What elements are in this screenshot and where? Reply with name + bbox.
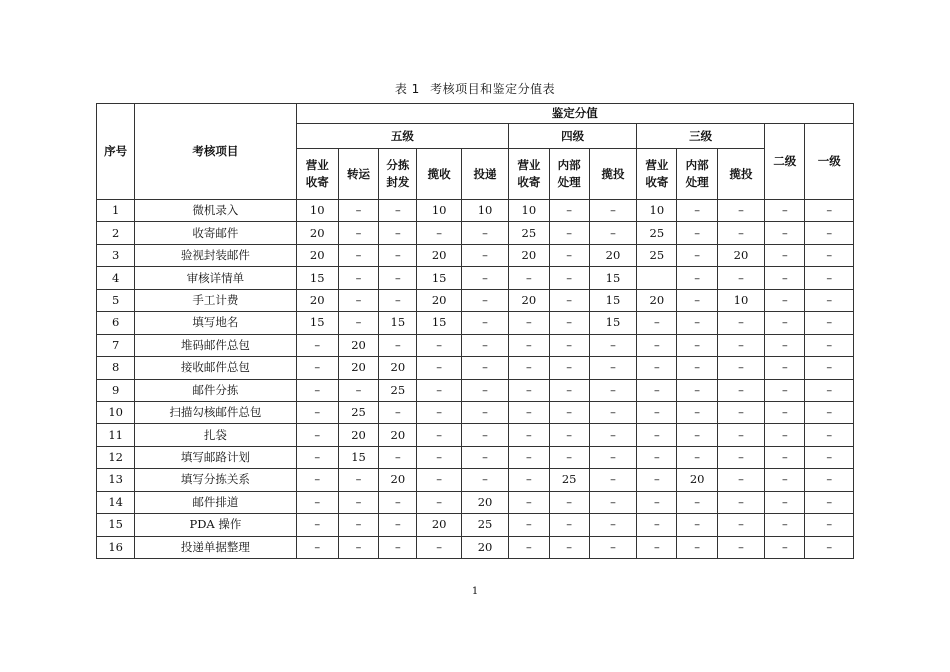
cell-score: – bbox=[765, 424, 805, 446]
cell-score: – bbox=[461, 289, 508, 311]
cell-seq: 7 bbox=[97, 334, 135, 356]
cell-score: 20 bbox=[379, 424, 417, 446]
cell-score: – bbox=[461, 401, 508, 423]
cell-score: – bbox=[677, 424, 717, 446]
subheader-line: 处理 bbox=[557, 175, 581, 189]
cell-score: – bbox=[509, 469, 549, 491]
cell-score bbox=[637, 267, 677, 289]
cell-score: – bbox=[549, 401, 589, 423]
cell-seq: 4 bbox=[97, 267, 135, 289]
table-row bbox=[97, 267, 854, 289]
table-row bbox=[97, 424, 854, 446]
table-row bbox=[97, 244, 854, 266]
cell-score: – bbox=[296, 446, 338, 468]
cell-score: – bbox=[765, 536, 805, 558]
cell-score: 25 bbox=[461, 514, 508, 536]
cell-score: 20 bbox=[379, 469, 417, 491]
cell-score: – bbox=[417, 222, 461, 244]
cell-seq: 14 bbox=[97, 491, 135, 513]
table-row bbox=[97, 200, 854, 222]
cell-score: – bbox=[717, 334, 764, 356]
cell-score: – bbox=[637, 514, 677, 536]
cell-score: – bbox=[509, 491, 549, 513]
cell-score: 10 bbox=[637, 200, 677, 222]
cell-score: – bbox=[509, 446, 549, 468]
cell-score: – bbox=[805, 514, 854, 536]
cell-score: – bbox=[677, 312, 717, 334]
subheader-line: 处理 bbox=[685, 175, 709, 189]
cell-score: – bbox=[461, 469, 508, 491]
cell-score: 15 bbox=[296, 312, 338, 334]
table-row bbox=[97, 222, 854, 244]
header-level5: 五级 bbox=[296, 124, 509, 149]
cell-score: – bbox=[637, 334, 677, 356]
cell-score: – bbox=[296, 514, 338, 536]
cell-score: – bbox=[805, 289, 854, 311]
cell-score: – bbox=[509, 401, 549, 423]
header-score-group: 鉴定分值 bbox=[296, 104, 853, 124]
cell-score: – bbox=[549, 514, 589, 536]
table-row bbox=[97, 536, 854, 558]
header-level1: 一级 bbox=[805, 124, 854, 200]
table-row bbox=[97, 491, 854, 513]
cell-score: – bbox=[589, 222, 636, 244]
cell-item: 投递单据整理 bbox=[135, 536, 296, 558]
score-table bbox=[96, 103, 854, 559]
cell-score: – bbox=[549, 357, 589, 379]
cell-score: – bbox=[589, 424, 636, 446]
cell-score: – bbox=[296, 424, 338, 446]
cell-score: 20 bbox=[338, 357, 378, 379]
cell-score: 25 bbox=[549, 469, 589, 491]
cell-score: – bbox=[296, 491, 338, 513]
subheader-line: 转运 bbox=[347, 166, 371, 181]
cell-score: – bbox=[805, 244, 854, 266]
cell-score: – bbox=[338, 267, 378, 289]
cell-score: – bbox=[717, 491, 764, 513]
subheader-line: 分拣 bbox=[386, 158, 410, 172]
cell-score: – bbox=[461, 244, 508, 266]
subheader-line: 收寄 bbox=[305, 175, 329, 189]
cell-score: 25 bbox=[509, 222, 549, 244]
cell-score: – bbox=[417, 536, 461, 558]
cell-score: – bbox=[417, 357, 461, 379]
cell-score: – bbox=[589, 469, 636, 491]
cell-score: – bbox=[805, 446, 854, 468]
subheader-line: 营业 bbox=[645, 158, 669, 172]
cell-score: – bbox=[549, 491, 589, 513]
cell-score: – bbox=[338, 469, 378, 491]
subheader-line: 营业 bbox=[517, 158, 541, 172]
cell-seq: 12 bbox=[97, 446, 135, 468]
cell-score: – bbox=[805, 312, 854, 334]
cell-score: 20 bbox=[296, 222, 338, 244]
table-row bbox=[97, 469, 854, 491]
cell-score: – bbox=[765, 379, 805, 401]
cell-score: – bbox=[677, 267, 717, 289]
cell-score: 15 bbox=[589, 312, 636, 334]
cell-score: – bbox=[637, 401, 677, 423]
cell-score: – bbox=[637, 379, 677, 401]
cell-score: – bbox=[461, 312, 508, 334]
cell-seq: 16 bbox=[97, 536, 135, 558]
header-level2: 二级 bbox=[765, 124, 805, 200]
cell-score: – bbox=[589, 446, 636, 468]
table-row bbox=[97, 312, 854, 334]
cell-score: – bbox=[338, 289, 378, 311]
subheader-cell bbox=[461, 149, 508, 200]
table-caption-label: 表 1 bbox=[394, 82, 420, 96]
cell-score: 20 bbox=[296, 289, 338, 311]
cell-score: – bbox=[549, 312, 589, 334]
cell-score: – bbox=[296, 357, 338, 379]
cell-score: 20 bbox=[589, 244, 636, 266]
subheader-line: 封发 bbox=[386, 175, 410, 189]
cell-score: 15 bbox=[589, 267, 636, 289]
subheader-line: 内部 bbox=[685, 158, 709, 172]
cell-score: 20 bbox=[509, 244, 549, 266]
cell-score: – bbox=[509, 357, 549, 379]
cell-item: 接收邮件总包 bbox=[135, 357, 296, 379]
cell-score: – bbox=[765, 244, 805, 266]
cell-item: 微机录入 bbox=[135, 200, 296, 222]
cell-score: – bbox=[417, 446, 461, 468]
cell-score: 20 bbox=[417, 514, 461, 536]
cell-score: – bbox=[338, 514, 378, 536]
subheader-cell bbox=[338, 149, 378, 200]
cell-score: 15 bbox=[296, 267, 338, 289]
cell-score: – bbox=[677, 200, 717, 222]
cell-seq: 13 bbox=[97, 469, 135, 491]
cell-score: – bbox=[717, 222, 764, 244]
cell-score: 20 bbox=[417, 244, 461, 266]
cell-score: – bbox=[765, 514, 805, 536]
cell-score: – bbox=[379, 401, 417, 423]
table-row bbox=[97, 379, 854, 401]
cell-score: – bbox=[765, 267, 805, 289]
cell-score: – bbox=[549, 200, 589, 222]
cell-seq: 6 bbox=[97, 312, 135, 334]
cell-score: – bbox=[805, 357, 854, 379]
cell-score: – bbox=[379, 491, 417, 513]
cell-score: – bbox=[717, 357, 764, 379]
subheader-cell bbox=[637, 149, 677, 200]
cell-score: – bbox=[717, 379, 764, 401]
cell-score: – bbox=[379, 222, 417, 244]
cell-score: – bbox=[677, 244, 717, 266]
cell-score: 25 bbox=[637, 222, 677, 244]
cell-seq: 9 bbox=[97, 379, 135, 401]
cell-item: 扎袋 bbox=[135, 424, 296, 446]
table-row bbox=[97, 334, 854, 356]
cell-score: 25 bbox=[379, 379, 417, 401]
cell-score: – bbox=[589, 401, 636, 423]
cell-score: – bbox=[677, 289, 717, 311]
cell-score: – bbox=[717, 312, 764, 334]
cell-seq: 5 bbox=[97, 289, 135, 311]
cell-score: – bbox=[765, 312, 805, 334]
cell-score: – bbox=[509, 312, 549, 334]
cell-item: 邮件排道 bbox=[135, 491, 296, 513]
subheader-cell bbox=[549, 149, 589, 200]
cell-score: – bbox=[765, 200, 805, 222]
cell-score: – bbox=[677, 446, 717, 468]
cell-score: – bbox=[765, 469, 805, 491]
subheader-cell bbox=[379, 149, 417, 200]
cell-score: 25 bbox=[338, 401, 378, 423]
cell-score: – bbox=[805, 222, 854, 244]
cell-score: – bbox=[379, 289, 417, 311]
cell-score: – bbox=[589, 514, 636, 536]
cell-score: – bbox=[549, 267, 589, 289]
cell-score: 20 bbox=[379, 357, 417, 379]
cell-score: – bbox=[677, 491, 717, 513]
cell-score: – bbox=[765, 334, 805, 356]
subheader-cell bbox=[677, 149, 717, 200]
cell-score: – bbox=[379, 536, 417, 558]
cell-score: – bbox=[296, 469, 338, 491]
cell-score: – bbox=[765, 222, 805, 244]
cell-score: – bbox=[637, 357, 677, 379]
cell-score: 15 bbox=[417, 312, 461, 334]
cell-score: – bbox=[765, 491, 805, 513]
cell-score: – bbox=[717, 536, 764, 558]
cell-score: – bbox=[509, 536, 549, 558]
subheader-line: 收寄 bbox=[645, 175, 669, 189]
cell-score: – bbox=[338, 312, 378, 334]
subheader-line: 揽投 bbox=[601, 166, 625, 181]
cell-score: 20 bbox=[509, 289, 549, 311]
cell-seq: 15 bbox=[97, 514, 135, 536]
cell-score: 15 bbox=[338, 446, 378, 468]
cell-seq: 2 bbox=[97, 222, 135, 244]
cell-score: – bbox=[677, 334, 717, 356]
cell-score: – bbox=[549, 244, 589, 266]
cell-score: – bbox=[589, 491, 636, 513]
page-number: 1 bbox=[471, 586, 479, 597]
subheader-cell bbox=[417, 149, 461, 200]
cell-score: 15 bbox=[589, 289, 636, 311]
cell-score: – bbox=[805, 334, 854, 356]
cell-score: – bbox=[296, 536, 338, 558]
table-caption bbox=[0, 80, 950, 97]
cell-score: – bbox=[805, 469, 854, 491]
cell-score: – bbox=[379, 200, 417, 222]
cell-score: – bbox=[296, 379, 338, 401]
subheader-line: 揽投 bbox=[729, 166, 753, 181]
cell-score: – bbox=[417, 424, 461, 446]
cell-score: – bbox=[805, 379, 854, 401]
cell-score: – bbox=[549, 446, 589, 468]
cell-score: – bbox=[805, 200, 854, 222]
cell-score: – bbox=[717, 469, 764, 491]
cell-score: – bbox=[637, 446, 677, 468]
cell-score: – bbox=[417, 401, 461, 423]
cell-score: – bbox=[509, 379, 549, 401]
cell-seq: 10 bbox=[97, 401, 135, 423]
cell-score: – bbox=[338, 491, 378, 513]
cell-score: 10 bbox=[509, 200, 549, 222]
cell-score: – bbox=[677, 536, 717, 558]
cell-score: – bbox=[379, 334, 417, 356]
cell-score: – bbox=[717, 424, 764, 446]
header-level4: 四级 bbox=[509, 124, 637, 149]
cell-score: – bbox=[461, 222, 508, 244]
cell-item: 堆码邮件总包 bbox=[135, 334, 296, 356]
cell-item: PDA 操作 bbox=[135, 514, 296, 536]
cell-score: – bbox=[765, 446, 805, 468]
cell-item: 验视封装邮件 bbox=[135, 244, 296, 266]
cell-score: 20 bbox=[677, 469, 717, 491]
cell-score: – bbox=[677, 379, 717, 401]
cell-score: – bbox=[549, 379, 589, 401]
cell-score: – bbox=[417, 491, 461, 513]
cell-score: – bbox=[677, 514, 717, 536]
cell-score: – bbox=[549, 289, 589, 311]
cell-score: – bbox=[379, 244, 417, 266]
cell-item: 审核详情单 bbox=[135, 267, 296, 289]
subheader-cell bbox=[589, 149, 636, 200]
cell-score: 20 bbox=[461, 491, 508, 513]
cell-score: – bbox=[637, 469, 677, 491]
cell-score: – bbox=[765, 401, 805, 423]
cell-score: 15 bbox=[417, 267, 461, 289]
subheader-line: 内部 bbox=[557, 158, 581, 172]
cell-score: 25 bbox=[637, 244, 677, 266]
table-header bbox=[97, 104, 854, 200]
cell-score: 10 bbox=[717, 289, 764, 311]
cell-score: – bbox=[637, 424, 677, 446]
cell-seq: 1 bbox=[97, 200, 135, 222]
header-seq: 序号 bbox=[97, 104, 135, 200]
cell-score: – bbox=[338, 379, 378, 401]
cell-item: 填写邮路计划 bbox=[135, 446, 296, 468]
cell-score: 20 bbox=[417, 289, 461, 311]
table-row bbox=[97, 514, 854, 536]
cell-score: – bbox=[338, 244, 378, 266]
cell-score: – bbox=[589, 200, 636, 222]
cell-item: 填写分拣关系 bbox=[135, 469, 296, 491]
cell-score: 10 bbox=[461, 200, 508, 222]
cell-score: – bbox=[637, 536, 677, 558]
header-item: 考核项目 bbox=[135, 104, 296, 200]
cell-score: – bbox=[296, 401, 338, 423]
cell-score: – bbox=[637, 312, 677, 334]
cell-score: – bbox=[461, 446, 508, 468]
cell-score: – bbox=[417, 379, 461, 401]
cell-score: – bbox=[589, 536, 636, 558]
cell-seq: 3 bbox=[97, 244, 135, 266]
cell-score: – bbox=[765, 357, 805, 379]
subheader-line: 收寄 bbox=[517, 175, 541, 189]
cell-score: – bbox=[461, 357, 508, 379]
cell-score: – bbox=[717, 446, 764, 468]
cell-score: 10 bbox=[296, 200, 338, 222]
cell-score: – bbox=[805, 267, 854, 289]
subheader-line: 营业 bbox=[305, 158, 329, 172]
cell-score: – bbox=[338, 222, 378, 244]
cell-score: 10 bbox=[417, 200, 461, 222]
cell-seq: 11 bbox=[97, 424, 135, 446]
cell-item: 扫描勾核邮件总包 bbox=[135, 401, 296, 423]
cell-item: 邮件分拣 bbox=[135, 379, 296, 401]
table-row bbox=[97, 357, 854, 379]
subheader-line: 投递 bbox=[473, 166, 497, 181]
cell-score: – bbox=[637, 491, 677, 513]
cell-score: 20 bbox=[461, 536, 508, 558]
table-row bbox=[97, 401, 854, 423]
cell-score: – bbox=[677, 222, 717, 244]
header-level3: 三级 bbox=[637, 124, 765, 149]
cell-score: – bbox=[589, 379, 636, 401]
cell-score: – bbox=[549, 536, 589, 558]
table-caption-title: 考核项目和鉴定分值表 bbox=[430, 82, 556, 96]
subheader-cell bbox=[509, 149, 549, 200]
cell-score: – bbox=[805, 536, 854, 558]
cell-score: – bbox=[296, 334, 338, 356]
cell-score: 20 bbox=[338, 334, 378, 356]
cell-score: – bbox=[338, 200, 378, 222]
cell-score: – bbox=[379, 446, 417, 468]
cell-score: – bbox=[461, 424, 508, 446]
cell-score: – bbox=[805, 401, 854, 423]
cell-score: – bbox=[589, 357, 636, 379]
cell-score: 20 bbox=[296, 244, 338, 266]
subheader-cell bbox=[717, 149, 764, 200]
cell-seq: 8 bbox=[97, 357, 135, 379]
subheader-cell bbox=[296, 149, 338, 200]
cell-item: 填写地名 bbox=[135, 312, 296, 334]
cell-score: 15 bbox=[379, 312, 417, 334]
cell-score: – bbox=[509, 267, 549, 289]
cell-score: – bbox=[417, 469, 461, 491]
table-row bbox=[97, 289, 854, 311]
cell-score: – bbox=[549, 424, 589, 446]
cell-score: 20 bbox=[637, 289, 677, 311]
table-row bbox=[97, 446, 854, 468]
table-body bbox=[97, 200, 854, 559]
cell-score: – bbox=[509, 334, 549, 356]
cell-score: – bbox=[805, 491, 854, 513]
cell-score: – bbox=[717, 200, 764, 222]
cell-score: – bbox=[509, 424, 549, 446]
subheader-line: 揽收 bbox=[427, 166, 451, 181]
cell-score: – bbox=[717, 514, 764, 536]
cell-score: 20 bbox=[717, 244, 764, 266]
cell-score: – bbox=[717, 401, 764, 423]
cell-score: – bbox=[549, 334, 589, 356]
cell-item: 收寄邮件 bbox=[135, 222, 296, 244]
cell-score: – bbox=[589, 334, 636, 356]
cell-score: – bbox=[765, 289, 805, 311]
cell-score: – bbox=[461, 267, 508, 289]
cell-score: – bbox=[379, 514, 417, 536]
cell-score: – bbox=[509, 514, 549, 536]
cell-score: – bbox=[805, 424, 854, 446]
cell-score: – bbox=[677, 401, 717, 423]
cell-score: – bbox=[461, 334, 508, 356]
cell-score: – bbox=[549, 222, 589, 244]
cell-score: – bbox=[379, 267, 417, 289]
cell-score: – bbox=[417, 334, 461, 356]
cell-score: – bbox=[461, 379, 508, 401]
cell-item: 手工计费 bbox=[135, 289, 296, 311]
cell-score: 20 bbox=[338, 424, 378, 446]
cell-score: – bbox=[717, 267, 764, 289]
cell-score: – bbox=[338, 536, 378, 558]
cell-score: – bbox=[677, 357, 717, 379]
